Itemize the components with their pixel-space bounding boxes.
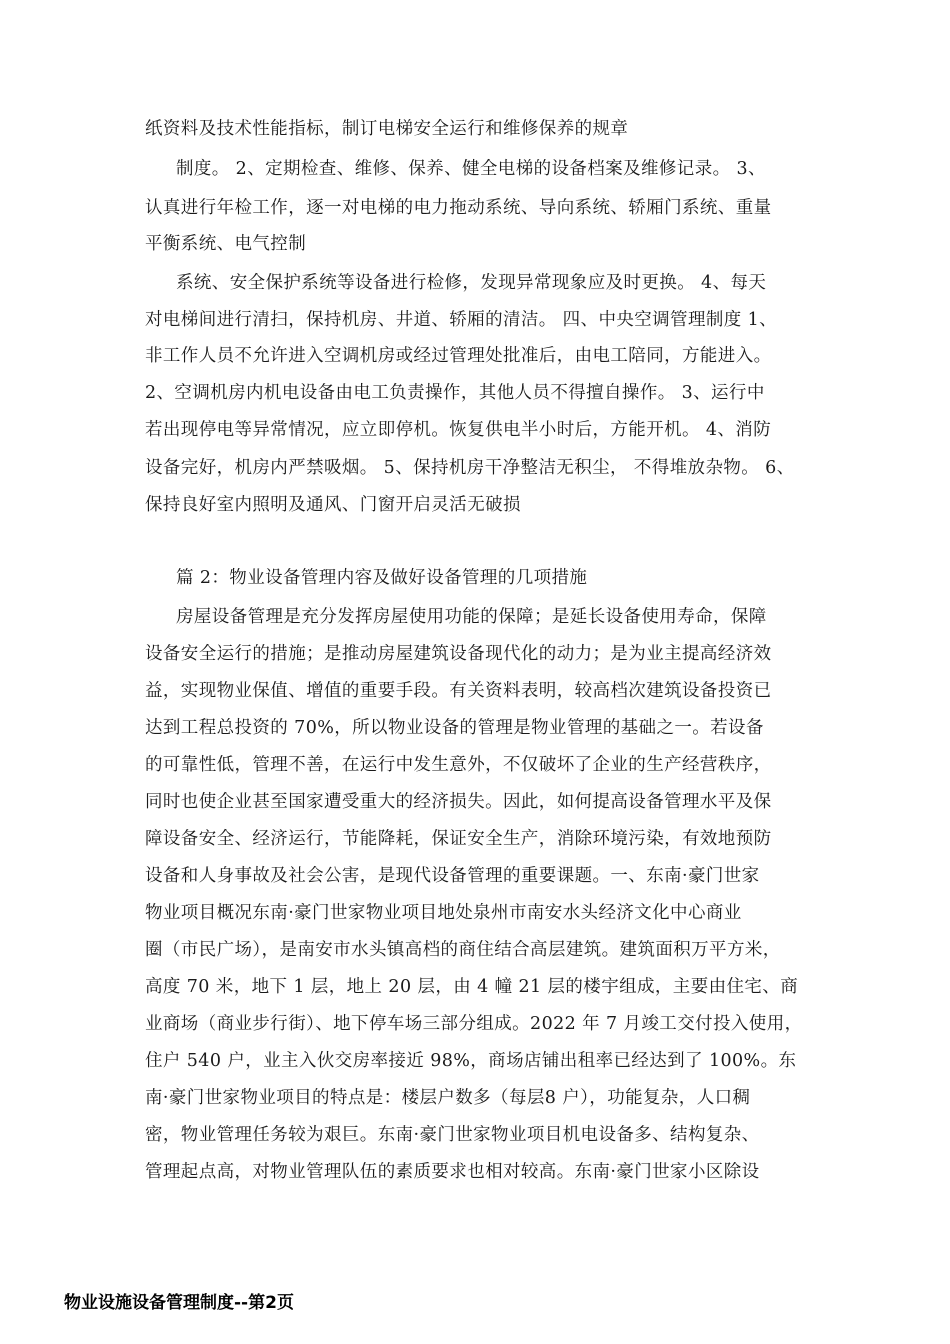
paragraph-line: 制度。 2、定期检查、维修、保养、健全电梯的设备档案及维修记录。 3、	[176, 159, 766, 179]
paragraph-line: 非工作人员不允许进入空调机房或经过管理处批准后，由电工陪同，方能进入。	[145, 346, 772, 366]
paragraph-line: 对电梯间进行清扫，保持机房、井道、轿厢的清洁。 四、中央空调管理制度 1、	[145, 310, 778, 330]
paragraph-line: 若出现停电等异常情况，应立即停机。恢复供电半小时后，方能开机。 4、消防	[145, 420, 772, 440]
paragraph-line: 设备和人身事故及社会公害，是现代设备管理的重要课题。一、东南·豪门世家	[145, 866, 760, 886]
paragraph-line: 设备安全运行的措施；是推动房屋建筑设备现代化的动力；是为业主提高经济效	[145, 644, 772, 664]
paragraph-line: 管理起点高，对物业管理队伍的素质要求也相对较高。东南·豪门世家小区除设	[145, 1162, 760, 1182]
paragraph-line: 高度 70 米，地下 1 层，地上 20 层，由 4 幢 21 层的楼宇组成，主要由住宅、商	[145, 977, 799, 997]
paragraph-line: 纸资料及技术性能指标，制订电梯安全运行和维修保养的规章	[145, 119, 629, 139]
paragraph-line: 圈（市民广场），是南安市水头镇高档的商住结合高层建筑。建筑面积万平方米，	[145, 940, 781, 960]
paragraph-line: 同时也使企业甚至国家遭受重大的经济损失。因此，如何提高设备管理水平及保	[145, 792, 772, 812]
paragraph-line: 房屋设备管理是充分发挥房屋使用功能的保障；是延长设备使用寿命，保障	[176, 607, 767, 627]
paragraph-line: 2、空调机房内机电设备由电工负责操作，其他人员不得擅自操作。 3、运行中	[145, 383, 765, 403]
paragraph-line: 保持良好室内照明及通风、门窗开启灵活无破损	[145, 495, 521, 515]
section-2-heading: 篇 2：物业设备管理内容及做好设备管理的几项措施	[176, 568, 588, 588]
paragraph-line: 障设备安全、经济运行，节能降耗，保证安全生产，消除环境污染，有效地预防	[145, 829, 772, 849]
paragraph-line: 业商场（商业步行街）、地下停车场三部分组成。2022 年 7 月竣工交付投入使用，	[145, 1014, 803, 1034]
paragraph-line: 认真进行年检工作，逐一对电梯的电力拖动系统、导向系统、轿厢门系统、重量	[145, 198, 772, 218]
paragraph-line: 的可靠性低，管理不善，在运行中发生意外，不仅破坏了企业的生产经营秩序，	[145, 755, 772, 775]
paragraph-line: 设备完好，机房内严禁吸烟。 5、保持机房干净整洁无积尘， 不得堆放杂物。 6、	[145, 458, 795, 478]
paragraph-line: 住户 540 户，业主入伙交房率接近 98%，商场店铺出租率已经达到了 100%。东	[145, 1051, 797, 1071]
page-footer: 物业设施设备管理制度--第2页	[64, 1293, 294, 1313]
paragraph-line: 物业项目概况东南·豪门世家物业项目地处泉州市南安水头经济文化中心商业	[145, 903, 742, 923]
paragraph-line: 南·豪门世家物业项目的特点是：楼层户数多（每层8 户），功能复杂，人口稠	[145, 1088, 751, 1108]
paragraph-line: 密，物业管理任务较为艰巨。东南·豪门世家物业项目机电设备多、结构复杂、	[145, 1125, 760, 1145]
paragraph-line: 达到工程总投资的 70%，所以物业设备的管理是物业管理的基础之一。若设备	[145, 718, 764, 738]
paragraph-line: 平衡系统、电气控制	[145, 234, 307, 254]
paragraph-line: 益，实现物业保值、增值的重要手段。有关资料表明，较高档次建筑设备投资已	[145, 681, 772, 701]
paragraph-line: 系统、安全保护系统等设备进行检修，发现异常现象应及时更换。 4、每天	[176, 273, 767, 293]
